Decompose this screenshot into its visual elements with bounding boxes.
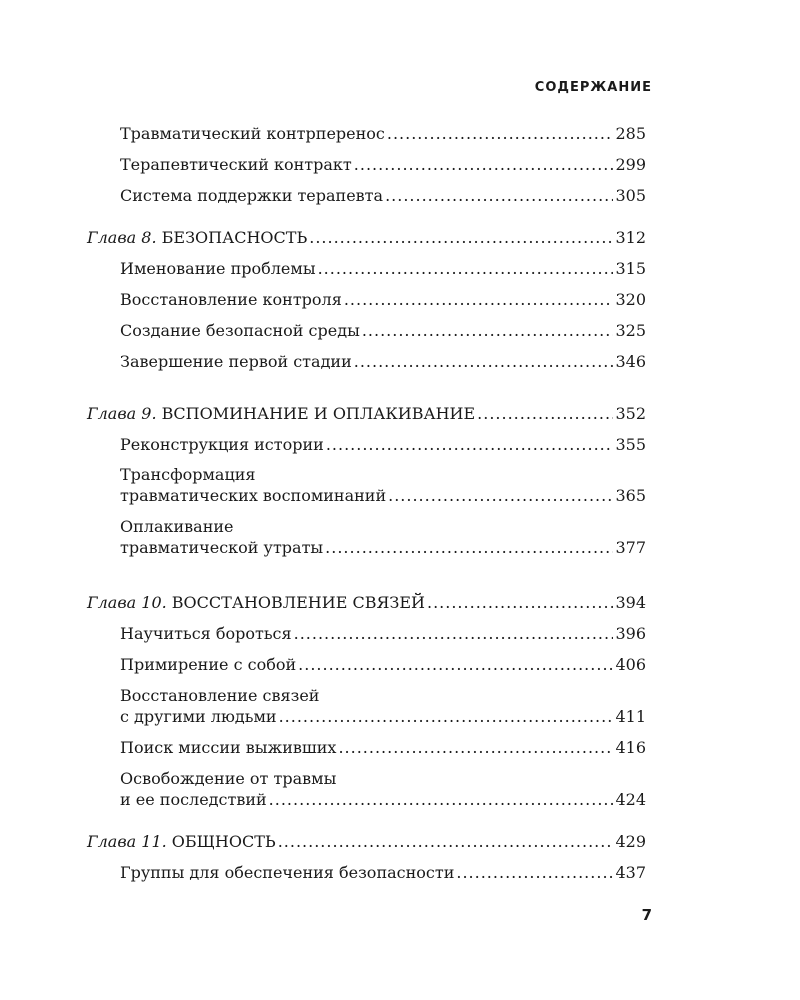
entry-page: 355 [615,435,646,454]
entry-page: 285 [615,124,646,143]
entry-page: 396 [615,624,646,643]
chapter-title: БЕЗОПАСНОСТЬ [161,228,308,247]
toc-entry[interactable] [120,863,646,882]
entry-title: Реконструкция истории [120,435,324,454]
toc-chapter[interactable] [87,832,646,851]
entry-page: 325 [615,321,646,340]
entry-title: Научиться бороться [120,624,292,643]
entry-page: 320 [615,290,646,309]
toc-entry[interactable] [120,186,646,205]
entry-page: 429 [615,832,646,851]
entry-title: Группы для обеспечения безопасности [120,863,455,882]
leader-dots [387,124,614,143]
entry-title: Создание безопасной среды [120,321,360,340]
toc-chapter[interactable] [87,404,646,423]
toc-entry[interactable] [120,707,646,726]
entry-title: Терапевтический контракт [120,155,352,174]
entry-page: 394 [615,593,646,612]
leader-dots [456,863,613,882]
entry-title-line1: Восстановление связей [120,686,320,705]
leader-dots [354,155,614,174]
entry-title: Именование проблемы [120,259,316,278]
toc-entry[interactable] [120,155,646,174]
toc-entry[interactable] [120,124,646,143]
entry-page: 315 [615,259,646,278]
entry-title: Система поддержки терапевта [120,186,384,205]
toc-entry[interactable] [120,352,646,371]
entry-page: 346 [615,352,646,371]
toc-entry[interactable] [120,538,646,557]
entry-page: 352 [615,404,646,423]
leader-dots [388,486,613,505]
entry-title: травматических воспоминаний [120,486,387,505]
page-number: 7 [641,906,652,924]
entry-page: 411 [615,707,646,726]
leader-dots [278,832,614,851]
entry-page: 299 [615,155,646,174]
entry-title-line1: Оплакивание [120,517,234,536]
leader-dots [385,186,613,205]
toc-entry[interactable] [120,435,646,454]
entry-page: 416 [615,738,646,757]
toc-entry[interactable] [120,738,646,757]
leader-dots [354,352,614,371]
entry-title-line1: Трансформация [120,465,256,484]
leader-dots [326,435,614,454]
leader-dots [318,259,614,278]
leader-dots [309,228,613,247]
leader-dots [279,707,614,726]
entry-page: 406 [615,655,646,674]
toc-entry[interactable] [120,290,646,309]
entry-page: 377 [615,538,646,557]
toc-entry[interactable] [120,486,646,505]
entry-title: травматической утраты [120,538,324,557]
leader-dots [477,404,613,423]
entry-page: 312 [615,228,646,247]
leader-dots [427,593,613,612]
entry-page: 424 [615,790,646,809]
entry-title: Завершение первой стадии [120,352,352,371]
chapter-label: Глава 11. [87,832,167,851]
entry-title: и ее последствий [120,790,267,809]
leader-dots [338,738,613,757]
entry-title: с другими людьми [120,707,277,726]
chapter-title: ВСПОМИНАНИЕ И ОПЛАКИВАНИЕ [161,404,476,423]
toc-entry[interactable] [120,790,646,809]
leader-dots [362,321,614,340]
toc-entry[interactable] [120,259,646,278]
entry-title: Поиск миссии выживших [120,738,337,757]
toc-chapter[interactable] [87,593,646,612]
entry-page: 437 [615,863,646,882]
entry-page: 365 [615,486,646,505]
chapter-label: Глава 9. [87,404,157,423]
entry-page: 305 [615,186,646,205]
leader-dots [294,624,614,643]
entry-title: Восстановление контроля [120,290,342,309]
chapter-label: Глава 10. [87,593,167,612]
leader-dots [269,790,614,809]
toc-entry[interactable] [120,321,646,340]
chapter-title: ОБЩНОСТЬ [171,832,276,851]
toc-chapter[interactable] [87,228,646,247]
toc-entry[interactable] [120,624,646,643]
running-header: СОДЕРЖАНИЕ [534,80,652,95]
entry-title-line1: Освобождение от травмы [120,769,337,788]
entry-title: Примирение с собой [120,655,297,674]
toc-entry[interactable] [120,655,646,674]
entry-title: Травматический контрперенос [120,124,385,143]
chapter-label: Глава 8. [87,228,157,247]
leader-dots [325,538,613,557]
leader-dots [344,290,614,309]
leader-dots [298,655,613,674]
chapter-title: ВОССТАНОВЛЕНИЕ СВЯЗЕЙ [171,593,425,612]
